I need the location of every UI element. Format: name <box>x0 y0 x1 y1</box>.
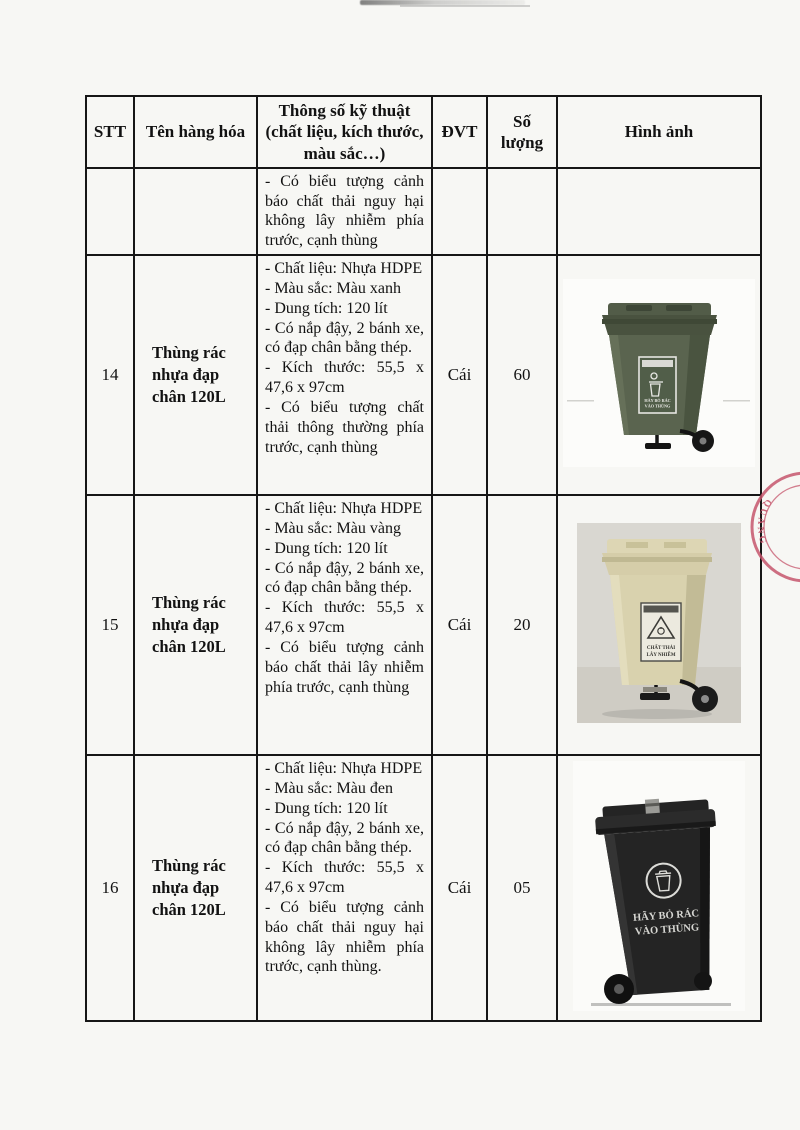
green-pedal-bin-photo <box>563 279 755 467</box>
spec-line: - Có biểu tượng cảnh báo chất thải nguy hại không lây nhiễm phía trước, cạnh thùng <box>265 172 424 250</box>
seal-text: QUANG <box>754 497 773 548</box>
header-specs: Thông số kỹ thuật (chất liệu, kích thước, màu sắc…) <box>257 96 432 168</box>
header-name: Tên hàng hóa <box>134 96 257 168</box>
goods-specification-table <box>85 95 762 1022</box>
cell-unit: Cái <box>432 755 487 1021</box>
cell-image <box>557 755 761 1021</box>
cell-quantity: 20 <box>487 495 557 755</box>
svg-text:VÀO THÙNG: VÀO THÙNG <box>644 403 671 409</box>
svg-text:CHẤT THẢI: CHẤT THẢI <box>646 645 676 651</box>
cell-name <box>134 168 257 255</box>
table-header-row <box>86 96 761 168</box>
svg-text:HÃY BỎ RÁC: HÃY BỎ RÁC <box>632 907 700 924</box>
cell-specs: - Chất liệu: Nhựa HDPE - Màu sắc: Màu vàng - Dung tích: 120 lít - Có nắp đậy, 2 bánh xe, có đạp chân bằng thép. - Kích thước: 55,5 x 47,6 x 97cm - Có biểu tượng cảnh báo chất thải lây nhiễm phía trước, cạnh thùng <box>257 495 432 755</box>
cell-specs: - Chất liệu: Nhựa HDPE - Màu sắc: Màu đen - Dung tích: 120 lít - Có nắp đậy, 2 bánh xe, có đạp chân bằng thép. - Kích thước: 55,5 x 47,6 x 97cm - Có biểu tượng cảnh báo chất thải nguy hại không lây nhiễm phía trước, cạnh thùng. <box>257 755 432 1021</box>
cell-image <box>557 495 761 755</box>
cell-image-empty <box>557 168 761 255</box>
cell-quantity: 60 <box>487 255 557 495</box>
header-stt: STT <box>86 96 134 168</box>
cell-name: Thùng rác nhựa đạp chân 120L <box>134 755 257 1021</box>
header-quantity: Số lượng <box>487 96 557 168</box>
cell-quantity <box>487 168 557 255</box>
cell-image <box>557 255 761 495</box>
header-image: Hình ảnh <box>557 96 761 168</box>
cell-stt: 15 <box>86 495 134 755</box>
table-row-carryover <box>86 168 761 255</box>
cell-name: Thùng rác nhựa đạp chân 120L <box>134 495 257 755</box>
svg-text:LÂY NHIỄM: LÂY NHIỄM <box>646 652 676 658</box>
cell-quantity: 05 <box>487 755 557 1021</box>
cell-specs: - Chất liệu: Nhựa HDPE - Màu sắc: Màu xanh - Dung tích: 120 lít - Có nắp đậy, 2 bánh xe, có đạp chân bằng thép. - Kích thước: 55,5 x 47,6 x 97cm - Có biểu tượng chất thải thông thường phía trước, cạnh thùng <box>257 255 432 495</box>
black-wheeled-bin-photo <box>573 761 745 1011</box>
cell-unit: Cái <box>432 495 487 755</box>
cell-stt: 14 <box>86 255 134 495</box>
table-row-14 <box>86 255 761 495</box>
svg-text:VÀO THÙNG: VÀO THÙNG <box>634 921 700 938</box>
svg-text:HÃY BỎ RÁC: HÃY BỎ RÁC <box>644 397 671 403</box>
scan-artifact-line <box>400 5 530 7</box>
cell-unit: Cái <box>432 255 487 495</box>
table-row-15 <box>86 495 761 755</box>
cell-name: Thùng rác nhựa đạp chân 120L <box>134 255 257 495</box>
yellow-pedal-bin-photo <box>569 517 749 729</box>
cell-stt: 16 <box>86 755 134 1021</box>
cell-stt <box>86 168 134 255</box>
table-row-16 <box>86 755 761 1021</box>
cell-specs <box>257 168 432 255</box>
header-unit: ĐVT <box>432 96 487 168</box>
cell-unit <box>432 168 487 255</box>
